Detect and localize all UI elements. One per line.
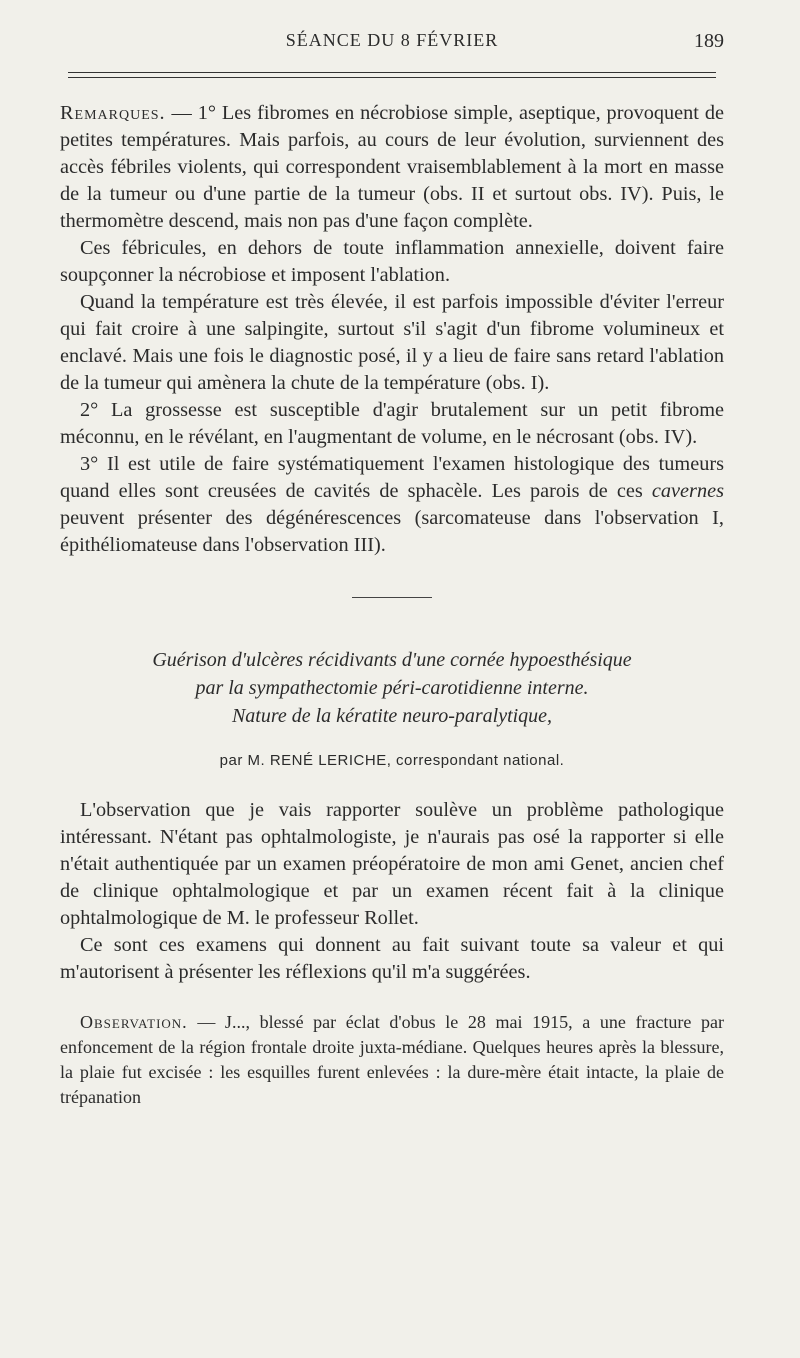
article-author: par M. RENÉ LERICHE, correspondant national. — [219, 752, 565, 769]
page-number: 189 — [694, 30, 724, 52]
page — [60, 30, 724, 1110]
observation-paragraph — [60, 1010, 724, 1110]
remarks-section — [60, 100, 724, 559]
article-title-line-3: Nature de la kératite neuro-paralytique, — [231, 705, 553, 727]
article-title-line-2: par la sympathectomie péri-carotidienne interne. — [195, 677, 589, 699]
observation-label: Observation. — [80, 1012, 188, 1032]
section-separator — [352, 597, 432, 598]
remarks-text-5b: peuvent présenter des dégénérescences (sarcomateuse dans l'observation I, épithéliomateuse dans l'observation III). — [60, 507, 724, 556]
remarks-text-5-emphasis: cavernes — [651, 480, 724, 502]
remarks-text-5a: 3° Il est utile de faire systématiquement l'examen histologique des tumeurs quand elles sont creusées de cavités de sphacèle. Les parois de ces — [60, 453, 724, 502]
remarks-label: Remarques. — [60, 102, 166, 124]
article-paragraph-1: L'observation que je vais rapporter soulève un problème pathologique intéressant. N'étant pas ophtalmologiste, je n'aurais pas osé la rapporter si elle n'était authentiquée par un examen préopératoire de mon ami Genet, ancien chef de clinique ophtalmologique et par un examen récent fait à la clinique ophtalmologique de M. le professeur Rollet. — [60, 799, 724, 929]
article-title — [60, 646, 724, 730]
remarks-paragraph-4: 2° La grossesse est susceptible d'agir brutalement sur un petit fibrome méconnu, en le révélant, en l'augmentant de volume, en le nécrosant (obs. IV). — [60, 399, 724, 448]
running-title: SÉANCE DU 8 FÉVRIER — [285, 30, 499, 50]
observation-text: — J..., blessé par éclat d'obus le 28 mai 1915, a une fracture par enfoncement de la région frontale droite juxta-médiane. Quelques heures après la blessure, la plaie fut excisée : les esquilles furent enlevées : la dure-mère était intacte, la plaie de trépanation — [60, 1012, 724, 1107]
remarks-paragraph-2: Ces fébricules, en dehors de toute inflammation annexielle, doivent faire soupçonner la nécrobiose et imposent l'ablation. — [60, 237, 724, 286]
observation-section — [60, 1010, 724, 1110]
article-body — [60, 797, 724, 986]
remarks-text-1: — 1° Les fibromes en nécrobiose simple, aseptique, provoquent de petites températures. Mais parfois, au cours de leur évolution, surviennent des accès fébriles violents, qui correspondent vraisemblablement à la mort en masse de la tumeur ou d'une partie de la tumeur (obs. II et surtout obs. IV). Puis, le thermomètre descend, mais non pas d'une façon complète. — [60, 102, 724, 232]
remarks-paragraph-5 — [60, 451, 724, 559]
article-paragraph-2: Ce sont ces examens qui donnent au fait suivant toute sa valeur et qui m'autorisent à présenter les réflexions qu'il m'a suggérées. — [60, 934, 724, 983]
article-title-line-1: Guérison d'ulcères récidivants d'une cornée hypoesthésique — [152, 649, 632, 671]
running-header — [60, 30, 724, 66]
header-rule — [68, 72, 716, 78]
remarks-paragraph-1 — [60, 100, 724, 235]
remarks-paragraph-3: Quand la température est très élevée, il est parfois impossible d'éviter l'erreur qui fait croire à une salpingite, surtout s'il s'agit d'un fibrome volumineux et enclavé. Mais une fois le diagnostic posé, il y a lieu de faire sans retard l'ablation de la tumeur qui amènera la chute de la température (obs. I). — [60, 291, 724, 394]
